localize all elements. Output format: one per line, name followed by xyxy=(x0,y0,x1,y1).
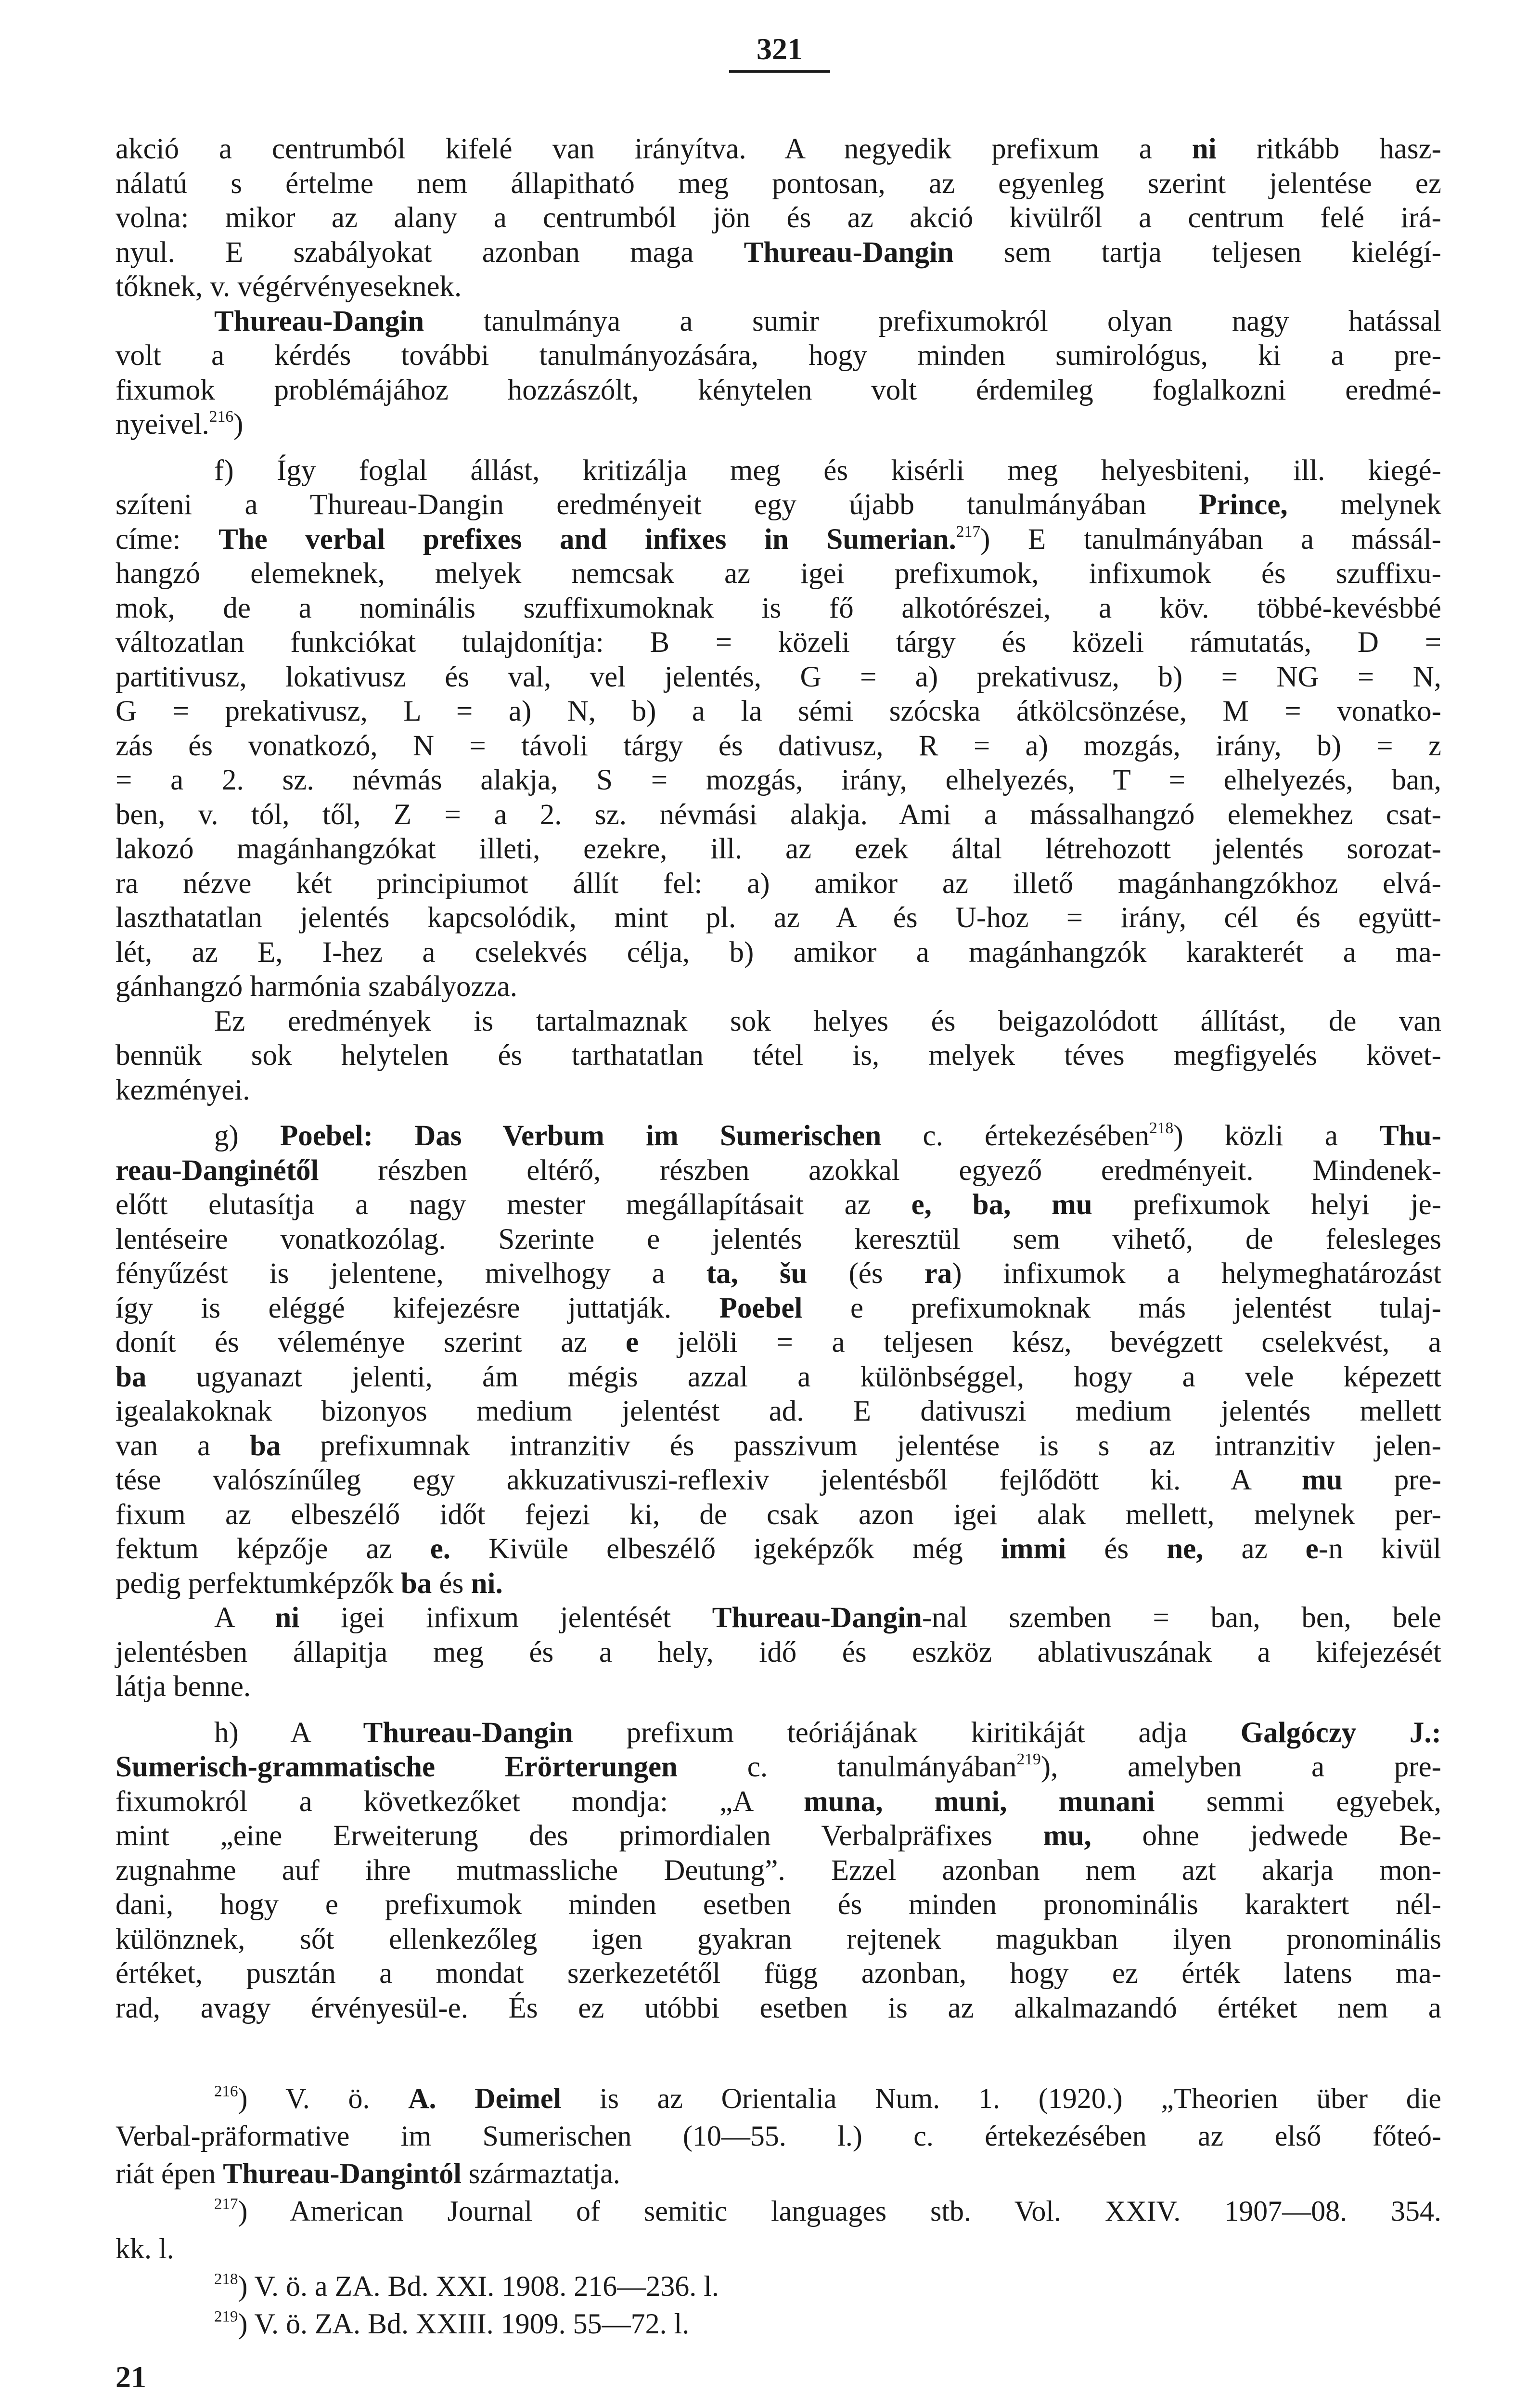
text: változatlan funkciókat tulajdonítja: B = közeli tárgy és közeli rámutatás, D = xyxy=(116,626,1441,659)
footnote-reference: 219 xyxy=(1016,1750,1041,1768)
text: g) xyxy=(214,1120,280,1152)
text-line xyxy=(116,235,1441,270)
text-line xyxy=(116,1073,1441,1108)
text: lét, az E, I-hez a cselekvés célja, b) amikor a magánhangzók karakterét a ma- xyxy=(116,936,1441,969)
text-line xyxy=(116,625,1441,660)
text-line xyxy=(116,2230,1441,2267)
text-line xyxy=(116,1532,1441,1566)
text: pre- xyxy=(1342,1464,1441,1496)
text-line xyxy=(116,1004,1441,1039)
text: így is eléggé kifejezésre juttatják. xyxy=(116,1292,719,1324)
text: A xyxy=(214,1602,275,1634)
text: ) American Journal of semitic languages stb. Vol. XXIV. 1907—08. 354. xyxy=(238,2195,1441,2227)
text-line xyxy=(116,1222,1441,1257)
text: értéket, pusztán a mondat szerkezetétől függ azonban, hogy ez érték latens ma- xyxy=(116,1957,1441,1990)
text: h) A xyxy=(214,1716,363,1749)
text: ben, v. tól, től, Z = a 2. sz. névmási alakja. Ami a mássalhangzó elemekhez csat- xyxy=(116,798,1441,831)
bold-text: ni. xyxy=(471,1567,503,1600)
text-line xyxy=(116,763,1441,798)
text-line xyxy=(116,373,1441,408)
text: hangzó elemeknek, melyek nemcsak az igei prefixumok, infixumok és szuffixu- xyxy=(116,557,1441,590)
bold-text: Thu- xyxy=(1379,1120,1441,1152)
bold-text: Thureau-Dangin xyxy=(712,1602,922,1634)
text-line xyxy=(116,660,1441,695)
text-line xyxy=(116,1716,1441,1750)
paragraph xyxy=(116,1601,1441,1704)
bold-text: e, ba, mu xyxy=(911,1189,1092,1221)
text: c. tanulmányában xyxy=(678,1751,1017,1783)
bold-text: ni xyxy=(275,1602,300,1634)
text-line xyxy=(116,2305,1441,2342)
text: partitivusz, lokativusz és val, vel jelentés, G = a) prekativusz, b) = NG = N, xyxy=(116,660,1441,693)
text: nyul. E szabályokat azonban maga xyxy=(116,236,744,269)
text: ohne jedwede Be- xyxy=(1091,1820,1441,1852)
text: prefixum teóriájának kiritikáját adja xyxy=(573,1716,1241,1749)
text-line xyxy=(116,1256,1441,1291)
text: címe: xyxy=(116,523,219,556)
text: tőknek, v. végérvényeseknek. xyxy=(116,271,462,303)
text: igealakoknak bizonyos medium jelentést ad. E dativuszi medium jelentés mellett xyxy=(116,1395,1441,1427)
bold-text: mu, xyxy=(1043,1820,1091,1852)
text: riát épen xyxy=(116,2158,223,2189)
bold-text: reau-Danginétől xyxy=(116,1154,319,1187)
bold-text: ra xyxy=(924,1257,952,1290)
paragraph xyxy=(116,1119,1441,1601)
text: c. értekezésében xyxy=(881,1120,1149,1152)
text: ) E tanulmányában a mássál- xyxy=(980,523,1441,556)
text-line xyxy=(116,2080,1441,2117)
bold-text: A. Deimel xyxy=(408,2083,562,2114)
text: ) xyxy=(233,408,244,440)
text: e prefixumoknak más jelentést tulaj- xyxy=(802,1292,1441,1324)
text-line xyxy=(116,1325,1441,1360)
text-line xyxy=(116,2192,1441,2230)
text: jelentésben állapitja meg és a hely, idő és eszköz ablativuszának a kifejezését xyxy=(116,1636,1441,1669)
text: és xyxy=(1066,1533,1167,1565)
text-line xyxy=(116,1750,1441,1785)
text: ) V. ö. ZA. Bd. XXIII. 1909. 55—72. l. xyxy=(238,2308,690,2340)
text: prefixumok helyi je- xyxy=(1092,1189,1442,1221)
text-line xyxy=(116,1888,1441,1922)
text-line xyxy=(116,522,1441,557)
footnote-reference: 218 xyxy=(214,2270,238,2288)
text: melynek xyxy=(1287,489,1442,521)
bold-text: Galgóczy J.: xyxy=(1240,1716,1441,1749)
text: tése valószínűleg egy akkuzativuszi-reflexiv jelentésből fejlődött ki. A xyxy=(116,1464,1302,1496)
text: és xyxy=(432,1567,471,1600)
text-line xyxy=(116,1669,1441,1704)
text-line xyxy=(116,304,1441,339)
text: különznek, sőt ellenkezőleg igen gyakran rejtenek magukban ilyen pronominális xyxy=(116,1923,1441,1955)
bold-text: immi xyxy=(1001,1533,1066,1565)
bold-text: muna, muni, munani xyxy=(804,1785,1155,1818)
bold-text: Thureau-Dangin xyxy=(363,1716,573,1749)
text: ) közli a xyxy=(1173,1120,1380,1152)
text: fixumok problémájához hozzászólt, kénytelen volt érdemileg foglalkozni eredmé- xyxy=(116,374,1441,406)
text-line xyxy=(116,2155,1441,2192)
text-line xyxy=(116,1635,1441,1670)
bold-text: Prince, xyxy=(1199,489,1288,521)
bold-text: ba xyxy=(250,1429,281,1462)
text-line xyxy=(116,488,1441,522)
bold-text: Poebel xyxy=(719,1292,803,1324)
body-text xyxy=(116,132,1441,2025)
text-line xyxy=(116,1853,1441,1888)
text: lentéseire vonatkozólag. Szerinte e jelentés keresztül sem vihető, de felesleges xyxy=(116,1223,1441,1255)
text: előtt elutasítja a nagy mester megállapításait az xyxy=(116,1189,911,1221)
text: szíteni a Thureau-Dangin eredményeit egy újabb tanulmányában xyxy=(116,489,1199,521)
text-line xyxy=(116,1360,1441,1395)
text: részben eltérő, részben azokkal egyező eredményeit. Mindenek- xyxy=(319,1154,1441,1187)
bold-text: Thureau-Dangintól xyxy=(223,2158,462,2189)
text-line xyxy=(116,867,1441,901)
text: ritkább hasz- xyxy=(1216,133,1441,165)
footnote-reference: 217 xyxy=(214,2195,238,2213)
footnotes xyxy=(116,2080,1441,2342)
text: volna: mikor az alany a centrumból jön és az akció kivülről a centrum felé irá- xyxy=(116,202,1441,234)
text: kk. l. xyxy=(116,2233,174,2265)
text: az xyxy=(1203,1533,1306,1565)
paragraph xyxy=(116,132,1441,304)
text-line xyxy=(116,1819,1441,1853)
text: akció a centrumból kifelé van irányítva. A negyedik prefixum a xyxy=(116,133,1192,165)
text: bennük sok helytelen és tarthatatlan tétel is, melyek téves megfigyelés követ- xyxy=(116,1039,1441,1072)
bold-text: e xyxy=(625,1326,639,1359)
text: sem tartja teljesen kielégí- xyxy=(953,236,1441,269)
text-line xyxy=(116,2117,1441,2155)
text-line xyxy=(116,556,1441,591)
text-line xyxy=(116,729,1441,764)
bold-text: The verbal prefixes and infixes in Sumerian. xyxy=(218,523,956,556)
text-line xyxy=(116,970,1441,1004)
text-line xyxy=(116,1153,1441,1188)
text-line xyxy=(116,901,1441,935)
text-line xyxy=(116,1785,1441,1819)
text: (és xyxy=(807,1257,924,1290)
bold-text: Thureau-Dangin xyxy=(744,236,954,269)
text-line xyxy=(116,1119,1441,1153)
text: f) Így foglal állást, kritizálja meg és kisérli meg helyesbiteni, ill. kiegé- xyxy=(214,454,1441,487)
text: jelöli = a teljesen kész, bevégzett cselekvést, a xyxy=(639,1326,1441,1359)
text-line xyxy=(116,2267,1441,2305)
text: zugnahme auf ihre mutmassliche Deutung”. Ezzel azonban nem azt akarja mon- xyxy=(116,1854,1441,1887)
text-line xyxy=(116,1991,1441,2026)
text-line xyxy=(116,407,1441,442)
text: ) V. ö. xyxy=(238,2083,409,2114)
text: tanulmánya a sumir prefixumokról olyan nagy hatással xyxy=(424,305,1441,337)
text-line xyxy=(116,270,1441,304)
text-line xyxy=(116,694,1441,729)
bold-text: ne, xyxy=(1167,1533,1204,1565)
bold-text: ni xyxy=(1192,133,1217,165)
text: G = prekativusz, L = a) N, b) a la sémi szócska átkölcsönzése, M = vonatko- xyxy=(116,695,1441,727)
text: fixum az elbeszélő időt fejezi ki, de csak azon igei alak mellett, melynek per- xyxy=(116,1498,1441,1531)
footnote xyxy=(116,2305,1441,2342)
text: mint „eine Erweiterung des primordialen Verbalpräfixes xyxy=(116,1820,1043,1852)
bold-text: Poebel: Das Verbum im Sumerischen xyxy=(280,1120,882,1152)
text: van a xyxy=(116,1429,250,1462)
text: látja benne. xyxy=(116,1670,251,1703)
paragraph xyxy=(116,453,1441,1004)
text: Kivüle elbeszélő igeképzők még xyxy=(450,1533,1001,1565)
text: fényűzést is jelentene, mivelhogy a xyxy=(116,1257,706,1290)
text: ra nézve két principiumot állít fel: a) amikor az illető magánhangzókhoz elvá- xyxy=(116,867,1441,900)
text-line xyxy=(116,935,1441,970)
text-line xyxy=(116,1038,1441,1073)
text: zás és vonatkozó, N = távoli tárgy és dativusz, R = a) mozgás, irány, b) = z xyxy=(116,729,1441,762)
text: pedig perfektumképzők xyxy=(116,1567,401,1600)
footnote-reference: 219 xyxy=(214,2308,238,2326)
text: prefixumnak intranzitiv és passzivum jelentése is s az intranzitiv jelen- xyxy=(281,1429,1441,1462)
text: fixumokról a következőket mondja: „A xyxy=(116,1785,804,1818)
text: mok, de a nominális szuffixumoknak is fő alkotórészei, a köv. többé-kevésbbé xyxy=(116,592,1441,624)
text-line xyxy=(116,1188,1441,1222)
text: ) infixumok a helymeghatározást xyxy=(952,1257,1442,1290)
bold-text: ba xyxy=(116,1360,147,1393)
bold-text: Thureau-Dangin xyxy=(214,305,424,337)
text: = a 2. sz. névmás alakja, S = mozgás, irány, elhelyezés, T = elhelyezés, ban, xyxy=(116,764,1441,796)
text: ), amelyben a pre- xyxy=(1040,1751,1441,1783)
text-line xyxy=(116,132,1441,167)
text: donít és véleménye szerint az xyxy=(116,1326,626,1359)
text: fektum képzője az xyxy=(116,1533,430,1565)
text: nyeivel. xyxy=(116,408,209,440)
text-line xyxy=(116,1463,1441,1498)
bold-text: ba xyxy=(400,1567,432,1600)
paragraph xyxy=(116,1004,1441,1108)
text: ugyanazt jelenti, ám mégis azzal a különbséggel, hogy a vele képezett xyxy=(146,1360,1441,1393)
text: származtatja. xyxy=(461,2158,620,2189)
text-line xyxy=(116,338,1441,373)
text: ) V. ö. a ZA. Bd. XXI. 1908. 216—236. l. xyxy=(238,2270,719,2302)
text-line xyxy=(116,1956,1441,1991)
footnote xyxy=(116,2267,1441,2305)
text: Ez eredmények is tartalmaznak sok helyes és beigazolódott állítást, de van xyxy=(214,1005,1441,1037)
text-line xyxy=(116,167,1441,201)
paragraph xyxy=(116,304,1441,442)
text-line xyxy=(116,201,1441,235)
bold-text: e xyxy=(1305,1533,1319,1565)
text: igei infixum jelentését xyxy=(299,1602,712,1634)
page-number: 321 xyxy=(757,32,803,66)
text: -n kivül xyxy=(1318,1533,1441,1565)
text-line xyxy=(116,832,1441,867)
footnote-reference: 217 xyxy=(956,522,981,541)
footnote-reference: 216 xyxy=(209,407,234,426)
signature-mark: 21 xyxy=(116,2360,146,2394)
text: rad, avagy érvényesül-e. És ez utóbbi esetben is az alkalmazandó értéket nem a xyxy=(116,1992,1441,2024)
text-line xyxy=(116,1498,1441,1532)
text: dani, hogy e prefixumok minden esetben és minden pronominális karaktert nél- xyxy=(116,1889,1441,1921)
text: volt a kérdés további tanulmányozására, hogy minden sumirológus, ki a pre- xyxy=(116,339,1441,372)
text-line xyxy=(116,453,1441,488)
text-line xyxy=(116,1601,1441,1635)
footnote-reference: 216 xyxy=(214,2083,238,2100)
text-line xyxy=(116,798,1441,832)
text: laszthatatlan jelentés kapcsolódik, mint pl. az A és U-hoz = irány, cél és együtt- xyxy=(116,902,1441,934)
text: gánhangzó harmónia szabályozza. xyxy=(116,971,517,1003)
text: lakozó magánhangzókat illeti, ezekre, ill. az ezek által létrehozott jelentés sorozat- xyxy=(116,833,1441,865)
text: -nal szemben = ban, ben, bele xyxy=(922,1602,1441,1634)
text: Verbal-präformative im Sumerischen (10—55. l.) c. értekezésében az első főteó- xyxy=(116,2120,1441,2152)
footnote-reference: 218 xyxy=(1149,1119,1174,1137)
text-line xyxy=(116,1429,1441,1463)
text: nálatú s értelme nem állapitható meg pontosan, az egyenleg szerint jelentése ez xyxy=(116,167,1441,200)
bold-text: Sumerisch-grammatische Erörterungen xyxy=(116,1751,678,1783)
paragraph xyxy=(116,1716,1441,2026)
text: is az Orientalia Num. 1. (1920.) „Theorien über die xyxy=(561,2083,1442,2114)
footnote xyxy=(116,2192,1441,2267)
text-line xyxy=(116,1922,1441,1957)
text: kezményei. xyxy=(116,1074,250,1106)
footnote xyxy=(116,2080,1441,2192)
text: semmi egyebek, xyxy=(1155,1785,1441,1818)
bold-text: mu xyxy=(1301,1464,1343,1496)
text-line xyxy=(116,591,1441,626)
text-line xyxy=(116,1291,1441,1326)
bold-text: ta, šu xyxy=(706,1257,808,1290)
text-line xyxy=(116,1394,1441,1429)
page-number-rule xyxy=(729,70,830,73)
bold-text: e. xyxy=(430,1533,451,1565)
text-line xyxy=(116,1566,1441,1601)
